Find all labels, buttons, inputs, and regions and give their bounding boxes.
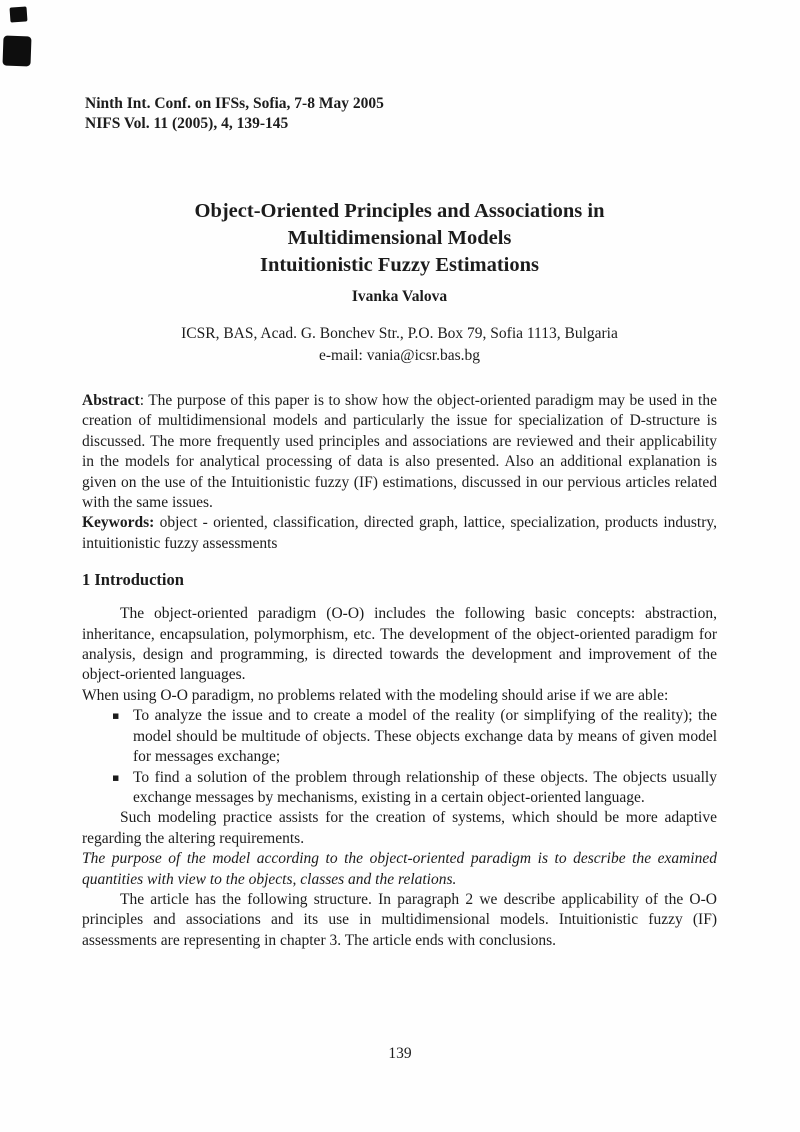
- abstract-paragraph: [82, 391, 717, 513]
- title-line-2: Multidimensional Models: [287, 227, 512, 249]
- abstract-text: : The purpose of this paper is to show how the object-oriented paradigm may be used in the creation of multidimensional models and particularly the issue for specialization of D-structure is discussed. The more frequently used principles and associations are reviewed and their applicability in the models for analytical processing of data is also presented. Also an additional explanation is given on the use of the Intuitionistic fuzzy (IF) estimations, discussed in our pervious articles related with the same issues.: [82, 392, 717, 512]
- intro-paragraph-3: Such modeling practice assists for the creation of systems, which should be more adaptive regarding the altering requirements.: [82, 809, 717, 847]
- abstract-label: Abstract: [82, 392, 140, 409]
- bullet-square-icon: ▪: [112, 770, 120, 784]
- conference-header: [85, 94, 717, 134]
- page-number: 139: [388, 1045, 412, 1062]
- title-line-1: Object-Oriented Principles and Associations in: [194, 200, 605, 222]
- bullet-text-2: To find a solution of the problem through relationship of these objects. The objects usually exchange messages by mechanisms, existing in a certain object-oriented language.: [133, 768, 717, 806]
- keywords-label: Keywords:: [82, 514, 155, 532]
- intro-paragraph-1: The object-oriented paradigm (O-O) includes the following basic concepts: abstraction, inheritance, encapsulation, polymorphism, etc. The development of the object-oriented paradigm for analysis, design and programming, is directed towards the development and improvement of the object-oriented languages.: [82, 605, 717, 684]
- email-line: e-mail: vania@icsr.bas.bg: [318, 347, 481, 364]
- volume-line: NIFS Vol. 11 (2005), 4, 139-145: [85, 115, 289, 132]
- keywords-text: object - oriented, classification, directed graph, lattice, specialization, products industry, intuitionistic fuzzy assessments: [82, 514, 717, 552]
- intro-paragraph-5: The article has the following structure. In paragraph 2 we describe applicability of the O-O principles and associations and its use in multidimensional models. Intuitionistic fuzzy (IF) assessments are representing in chapter 3. The article ends with conclusions.: [82, 890, 717, 949]
- intro-paragraph-2: When using O-O paradigm, no problems related with the modeling should arise if we are able:: [82, 686, 669, 704]
- scan-artifact-small: [9, 6, 27, 22]
- scan-artifact-large: [2, 36, 31, 67]
- author-name: Ivanka Valova: [351, 288, 448, 305]
- title-line-3: Intuitionistic Fuzzy Estimations: [259, 254, 540, 276]
- section-heading-introduction: 1 Introduction: [82, 570, 184, 590]
- bullet-text-1: To analyze the issue and to create a model of the reality (or simplifying of the reality); the model should be multitude of objects. These objects exchange data by means of given model for messages exchange;: [133, 707, 717, 766]
- intro-paragraph-4-italic: The purpose of the model according to the object-oriented paradigm is to describe the examined quantities with view to the objects, classes and the relations.: [82, 850, 717, 888]
- keywords-paragraph: [82, 513, 717, 554]
- affiliation-line: ICSR, BAS, Acad. G. Bonchev Str., P.O. Box 79, Sofia 1113, Bulgaria: [181, 325, 618, 342]
- bullet-square-icon: ▪: [112, 709, 120, 723]
- conference-line: Ninth Int. Conf. on IFSs, Sofia, 7-8 May 2005: [85, 95, 384, 112]
- bullet-item-2: [82, 768, 717, 809]
- bullet-item-1: [82, 706, 717, 767]
- paper-title: [82, 198, 717, 279]
- affiliation-block: [82, 323, 717, 367]
